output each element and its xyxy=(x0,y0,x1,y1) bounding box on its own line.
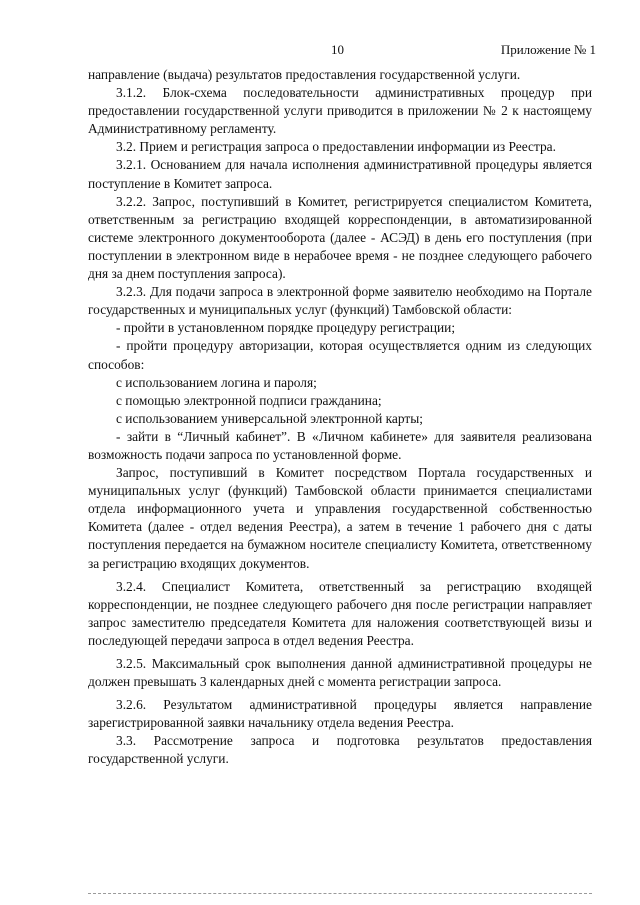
appendix-label: Приложение № 1 xyxy=(500,42,596,57)
list-item-universal-card: с использованием универсальной электронной карты; xyxy=(116,410,423,426)
paragraph-3-2-6: 3.2.6. Результатом административной процедуры является направление зарегистрированной заявки начальнику отдела ведения Реестра. xyxy=(88,697,592,731)
paragraph-3-2-5: 3.2.5. Максимальный срок выполнения данной административной процедуры не должен превышать 3 календарных дней с момента регистрации запроса. xyxy=(88,656,592,690)
document-body xyxy=(88,66,592,769)
list-item-authorization: - пройти процедуру авторизации, которая осуществляется одним из следующих способов: xyxy=(88,338,592,372)
list-item-login-password: с использованием логина и пароля; xyxy=(116,374,317,390)
list-item-registration: - пройти в установленном порядке процедуру регистрации; xyxy=(116,320,456,336)
paragraph-3-2-3: 3.2.3. Для подачи запроса в электронной форме заявителю необходимо на Портале государственных и муниципальных услуг (функций) Тамбовской области: xyxy=(88,284,592,318)
paragraph-3-3: 3.3. Рассмотрение запроса и подготовка результатов предоставления государственной услуги. xyxy=(88,733,592,767)
paragraph-3-1-2: 3.1.2. Блок-схема последовательности административных процедур при предоставлении государственной услуги приводится в приложении № 2 к настоящему Административному регламенту. xyxy=(88,85,592,137)
paragraph-3-2: 3.2. Прием и регистрация запроса о предоставлении информации из Реестра. xyxy=(116,139,556,155)
paragraph-portal-request: Запрос, поступивший в Комитет посредством Портала государственных и муниципальных услуг (функций) Тамбовской области принимается специалистами отдела информационного учета и управления государственной собственностью Комитета (далее - отдел ведения Реестра), а затем в течение 1 рабочего дня с даты поступления передается на бумажном носителе специалисту Комитета, ответственному за регистрацию входящих документов. xyxy=(88,465,592,571)
list-item-electronic-signature: с помощью электронной подписи гражданина; xyxy=(116,392,382,408)
list-item-personal-cabinet: - зайти в “Личный кабинет”. В «Личном кабинете» для заявителя реализована возможность подачи запроса по установленной форме. xyxy=(88,428,592,462)
paragraph-3-2-4: 3.2.4. Специалист Комитета, ответственный за регистрацию входящей корреспонденции, не позднее следующего рабочего дня после регистрации направляет запрос заместителю председателя Комитета для наложения соответствующей визы и последующей передачи запроса в отдел ведения Реестра. xyxy=(88,578,592,648)
page-header xyxy=(0,42,640,58)
scan-edge-line xyxy=(88,893,592,894)
paragraph-continuation: направление (выдача) результатов предоставления государственной услуги. xyxy=(88,67,521,82)
paragraph-3-2-1: 3.2.1. Основанием для начала исполнения административной процедуры является поступление в Комитет запроса. xyxy=(88,157,592,191)
page-number: 10 xyxy=(331,42,344,57)
paragraph-3-2-2: 3.2.2. Запрос, поступивший в Комитет, регистрируется специалистом Комитета, ответственным за регистрацию входящей корреспонденции, в автоматизированной системе электронного документооборота (далее - АСЭД) в день его поступления (при поступлении в электронном виде в нерабочее время - не позднее следующего рабочего дня за днем поступления запроса). xyxy=(88,193,592,282)
